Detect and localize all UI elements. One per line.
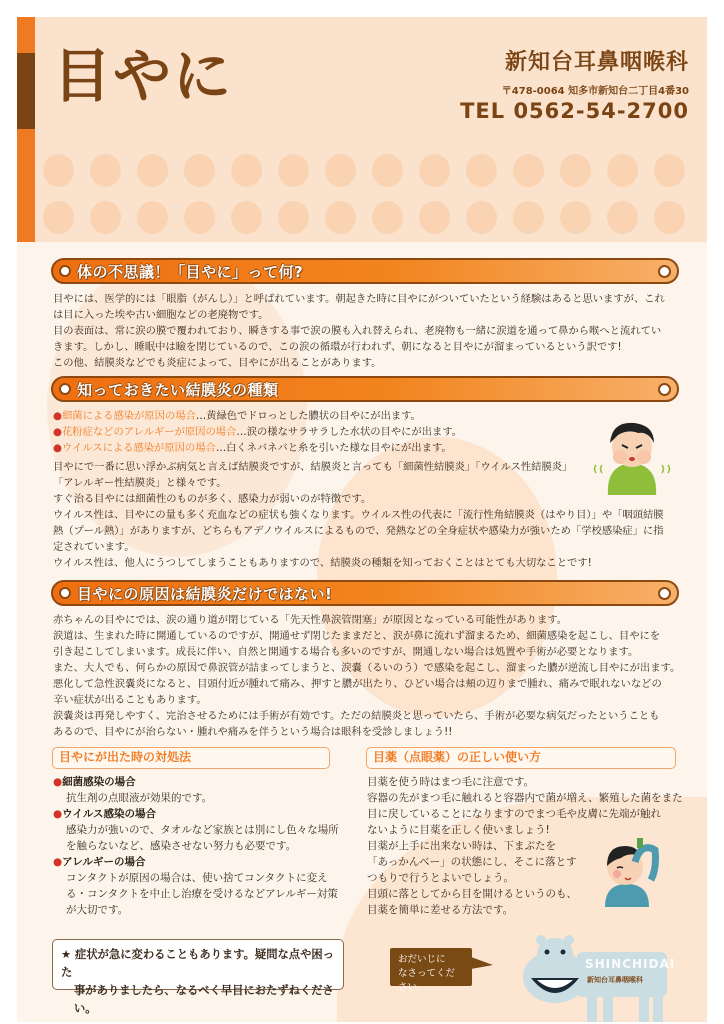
bullet-icon: ● (53, 426, 62, 438)
text-line: 涙嚢炎は再発しやすく、完治させるためには手術が有効です。ただの結膜炎と思っていたら、手術が必要な病気だったということも (53, 710, 660, 722)
text-line: 目頭に落としてから目を開けるというのも、 (367, 888, 577, 900)
clinic-tel: TEL 0562-54-2700 (460, 99, 689, 124)
text-line: つもりで行うとよいでしょう。 (367, 872, 514, 884)
care-item-title: アレルギーの場合 (62, 856, 146, 868)
section-3-body (53, 612, 703, 740)
text-line: 引き起こしてしまいます。成長に伴い、自然と開通する場合も多いのですが、開通しない場合は処置や手術が必要となります。 (53, 646, 639, 658)
list-item (53, 408, 613, 424)
bullet-icon: ● (53, 808, 63, 820)
header (17, 17, 707, 242)
clinic-name: 新知台耳鼻咽喉科 (504, 50, 689, 75)
notice-box (52, 939, 344, 1015)
crying-boy-illustration (592, 415, 672, 495)
text-line: 定されています。 (53, 541, 135, 553)
page-title: 目やに (53, 42, 234, 110)
text-line: 辛い症状が出ることもあります。 (53, 694, 207, 706)
dot-pattern (43, 154, 703, 248)
section-heading-label: 体の不思議！「目やに」って何? (77, 262, 304, 281)
care-item (53, 806, 353, 854)
bullet-icon: ● (53, 856, 63, 868)
text-line: 目やにで一番に思い浮かぶ病気と言えば結膜炎ですが、結膜炎と言っても「細菌性結膜炎」「ウイルス性結膜炎」 (53, 461, 573, 473)
care-item-body: コンタクトが原因の場合は、使い捨てコンタクトに変え (66, 872, 328, 884)
circle-icon (59, 587, 71, 599)
notice-line: ★ 症状が急に変わることもあります。疑問な点や困った (61, 948, 334, 979)
text-line: 悪化して急性涙嚢炎になると、目頭付近が腫れて痛み、押すと膿が出たり、ひどい場合は頬の辺りまで腫れ、痛みで眠れないなどの (53, 678, 662, 690)
bullet-icon: ● (53, 776, 63, 788)
care-item-body: が大切です。 (66, 904, 129, 916)
section-heading-other-causes (51, 580, 679, 606)
bullet-text: …黄緑色でドロっとした膿状の目やにが出ます。 (195, 410, 421, 422)
list-item (53, 424, 613, 440)
care-item-body: 抗生剤の点眼液が効果的です。 (66, 792, 213, 804)
care-item-body: る・コンタクトを中止し治療を受けるなどアレルギー対策 (66, 888, 338, 900)
notice-line: 事がありましたら、なるべく早目におたずねください。 (74, 984, 334, 1015)
text-line: は目に入った埃や古い細胞などの老廃物です。 (53, 309, 269, 321)
clinic-address: 〒478-0064 知多市新知台二丁目4番30 (501, 86, 689, 98)
section-heading-conjunctivitis-types (51, 376, 679, 402)
section-heading-what-is-eye-discharge (51, 258, 679, 284)
clinic-info (460, 50, 689, 123)
text-line: 目に戻していることになりますのでまつ毛や皮膚に先端が触れ (367, 808, 661, 820)
care-item-body: を触らないなど、感染させない努力も必要です。 (66, 840, 297, 852)
text-line: 容器の先がまつ毛に触れると容器内で菌が増え、繁殖した菌をまた (367, 792, 683, 804)
mascot-banner-subtext: 新知台耳鼻咽喉科 (587, 976, 643, 984)
bullet-icon: ● (53, 442, 62, 454)
care-item-body: 感染力が強いので、タオルなど家族とは別にし色々な場所 (66, 824, 339, 836)
bubble-line: おだいじに (398, 954, 446, 965)
text-line: 「あっかんべー」の状態にし、そこに落とす (367, 856, 577, 868)
text-line: ウイルス性は、他人にうつしてしまうこともありますので、結膜炎の種類を知っておくことはとても大切なことです! (53, 557, 592, 569)
section-heading-label: 知っておきたい結膜炎の種類 (77, 380, 279, 399)
text-line: あるので、目やにが治らない・腫れや痛みを伴うという場合は眼科を受診しましょう!! (53, 726, 453, 738)
text-line: 熱（プール熱）」がありますが、どちらもアデノウイルスによるもので、発熱などの全身症状や感染力が強いため「学校感染症」に指 (53, 525, 664, 537)
text-line: きます。しかし、睡眠中は瞼を閉じているので、この涙の循環が行われず、朝になると目やにが溜まっているという訳です! (53, 341, 622, 353)
bullet-icon: ● (53, 410, 62, 422)
bullet-highlight: ウイルスによる感染が原因の場合 (62, 442, 216, 454)
text-line: この他、結膜炎などでも炎症によって、目やにが出ることがあります。 (53, 357, 382, 369)
circle-icon (59, 383, 71, 395)
accent-bar (17, 17, 35, 242)
care-item-title: ウイルス感染の場合 (62, 808, 157, 820)
section-heading-label: 目やにの原因は結膜炎だけではない! (77, 584, 333, 603)
circle-icon (658, 587, 671, 600)
bubble-line: なさってください。 (398, 968, 456, 993)
text-line: すぐ治る目やには細菌性のものが多く、感染力が弱いのが特徴です。 (53, 493, 372, 505)
care-list (53, 774, 353, 918)
section-1-body (53, 291, 693, 371)
eyedrops-heading: 目薬（点眼薬）の正しい使い方 (366, 747, 676, 769)
mascot-banner-text: SHINCHIDAI (585, 957, 676, 971)
text-line: 目の表面は、常に涙の膜で覆われており、瞬きする事で涙の膜も入れ替えられ、老廃物も一緒に涙道を通って鼻から喉へと流れてい (53, 325, 662, 337)
circle-icon (658, 265, 671, 278)
text-line: 赤ちゃんの目やにでは、涙の通り道が閉じている「先天性鼻涙管閉塞」が原因となっている可能性があります。 (53, 614, 568, 626)
text-line: ウイルス性は、目やにの量も多く充血などの症状も強くなります。ウイルス性の代表に「流行性角結膜炎（はやり目）」や「咽頭結膜 (53, 509, 664, 521)
text-line: 目薬が上手に出来ない時は、下まぶたを (367, 840, 556, 852)
care-item-title: 細菌感染の場合 (62, 776, 136, 788)
care-item (53, 774, 353, 806)
speech-bubble (390, 948, 472, 993)
text-line: 目薬を簡単に差せる方法です。 (367, 904, 514, 916)
accent-bar-dark (17, 53, 35, 129)
text-line: 目薬を使う時はまつ毛に注意です。 (367, 776, 535, 788)
bullet-highlight: 花粉症などのアレルギーが原因の場合 (62, 426, 237, 438)
eyedrop-boy-illustration (595, 832, 665, 907)
text-line: ないように目薬を正しく使いましょう! (367, 824, 550, 836)
text-line: また、大人でも、何らかの原因で鼻涙管が詰まってしまうと、涙嚢（るいのう）で感染を起こし、溜まった膿が逆流し目やにが出ます。 (53, 662, 681, 674)
flyer-page (17, 17, 707, 1022)
bullet-text: …白くネバネバと糸を引いた様な目やにが出ます。 (215, 442, 452, 454)
bullet-highlight: 細菌による感染が原因の場合 (62, 410, 196, 422)
speech-bubble-tail (471, 957, 493, 969)
text-line: 「アレルギー性結膜炎」と様々です。 (53, 477, 227, 489)
care-item (53, 854, 353, 918)
conjunctivitis-type-list (53, 408, 613, 456)
text-line: 目やには、医学的には「眼脂（がんし）」と呼ばれています。朝起きた時に目やにがついていたという経験はあると思いますが、これ (53, 293, 665, 305)
text-line: 涙道は、生まれた時に開通しているのですが、開通せず閉じたままだと、涙が鼻に流れず溜まるため、細菌感染を起こし、目やにを (53, 630, 661, 642)
circle-icon (658, 383, 671, 396)
circle-icon (59, 265, 71, 277)
bullet-text: …涙の様なサラサラした水状の目やにが出ます。 (236, 426, 463, 438)
list-item (53, 440, 613, 456)
care-heading: 目やにが出た時の対処法 (52, 747, 330, 769)
